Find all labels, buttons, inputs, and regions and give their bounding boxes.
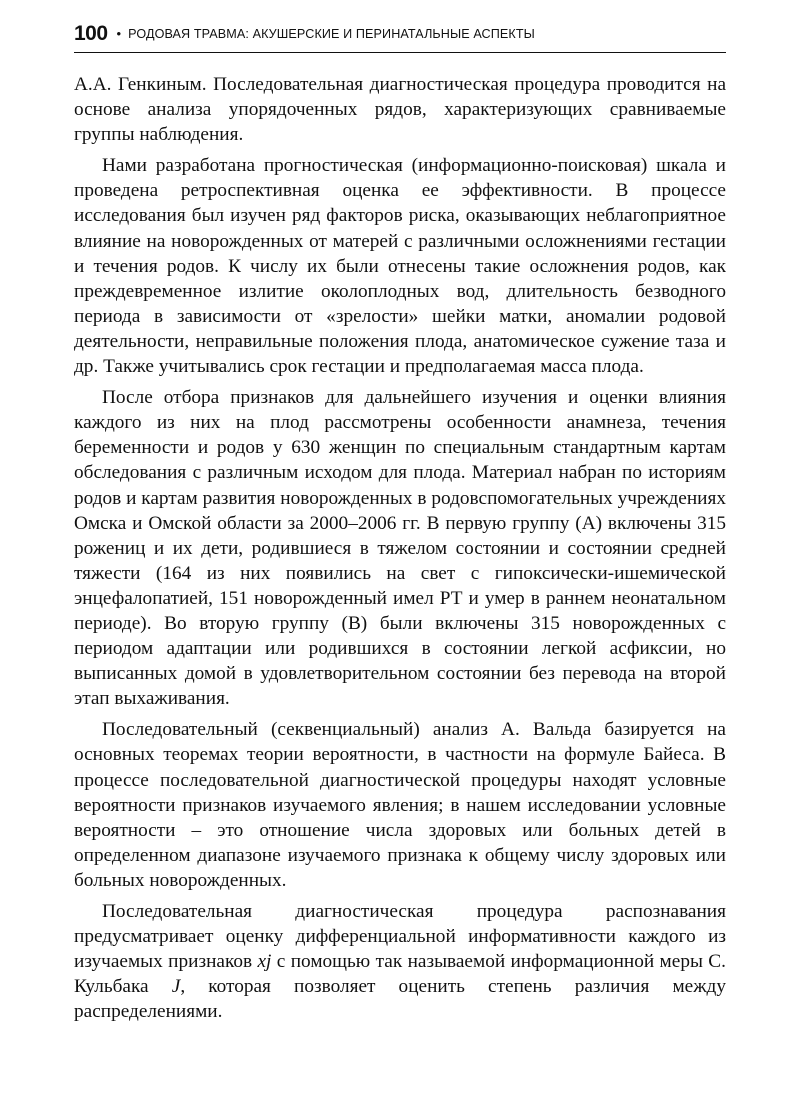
paragraph-2: Нами разработана прогностическая (информационно-поисковая) шкала и проведена ретроспективная оценка ее эффективности. В процессе исследования был изучен ряд факторов риска, оказывающих неблагоприятное влияние на новорожденных от матерей с различными осложнениями гестации и течения родов. К числу их были отнесены такие осложнения родов, как преждевременное излитие околоплодных вод, длительность безводного периода в зависимости от «зрелости» шейки матки, аномалии родовой деятельности, неправильные положения плода, анатомическое сужение таза и др. Также учитывались срок гестации и предполагаемая масса плода.: [74, 155, 726, 378]
chapter-title: РОДОВАЯ ТРАВМА: АКУШЕРСКИЕ И ПЕРИНАТАЛЬНЫЕ АСПЕКТЫ: [128, 27, 535, 41]
paragraph-1: А.А. Генкиным. Последовательная диагностическая процедура проводится на основе анализа упорядоченных рядов, характеризующих сравниваемые группы наблюдения.: [74, 74, 726, 146]
paragraph-3: После отбора признаков для дальнейшего изучения и оценки влияния каждого из них на плод рассмотрены особенности анамнеза, течения беременности и родов у 630 женщин по специальным стандартным картам обследования с различным исходом для плода. Материал набран по историям родов и картам развития новорожденных в родовспомогательных учреждениях Омска и Омской области за 2000–2006 гг. В первую группу (А) включены 315 рожениц и их дети, родившиеся в тяжелом состоянии и состоянии средней тяжести (164 из них появились на свет с гипоксически-ишемической энцефалопатией, 151 новорожденный имел РТ и умер в раннем неонатальном периоде). Во вторую группу (В) были включены 315 новорожденных с периодом адаптации или родившихся в состоянии легкой асфиксии, но выписанных домой в удовлетворительном состоянии без перевода на второй этап выхаживания.: [74, 387, 726, 710]
page-number: 100: [74, 22, 108, 45]
running-header: [74, 22, 726, 53]
variable-xj: xj: [257, 951, 272, 973]
body-text: [74, 72, 726, 1024]
paragraph-5-text-c: , которая позволяет оценить степень различия между распределениями.: [74, 976, 726, 1023]
paragraph-5-text-b: с помощью так называемой информационной меры С. Кульбака: [74, 951, 726, 998]
paragraph-4: Последовательный (секвенциальный) анализ А. Вальда базируется на основных теоремах теории вероятности, в частности на формуле Байеса. В процессе последовательной диагностической процедуры находят условные вероятности признаков изучаемого явления; в нашем исследовании условные вероятности – это отношение числа здоровых или больных детей в определенном диапазоне изучаемого признака к общему числу здоровых или больных новорожденных.: [74, 719, 726, 891]
paragraph-5-text-a: Последовательная диагностическая процедура распознавания предусматривает оценку дифференциальной информативности каждого из изучаемых признаков: [74, 901, 726, 973]
paragraph-5: [74, 899, 726, 1024]
header-bullet: •: [116, 26, 122, 41]
variable-j: J: [171, 976, 181, 998]
